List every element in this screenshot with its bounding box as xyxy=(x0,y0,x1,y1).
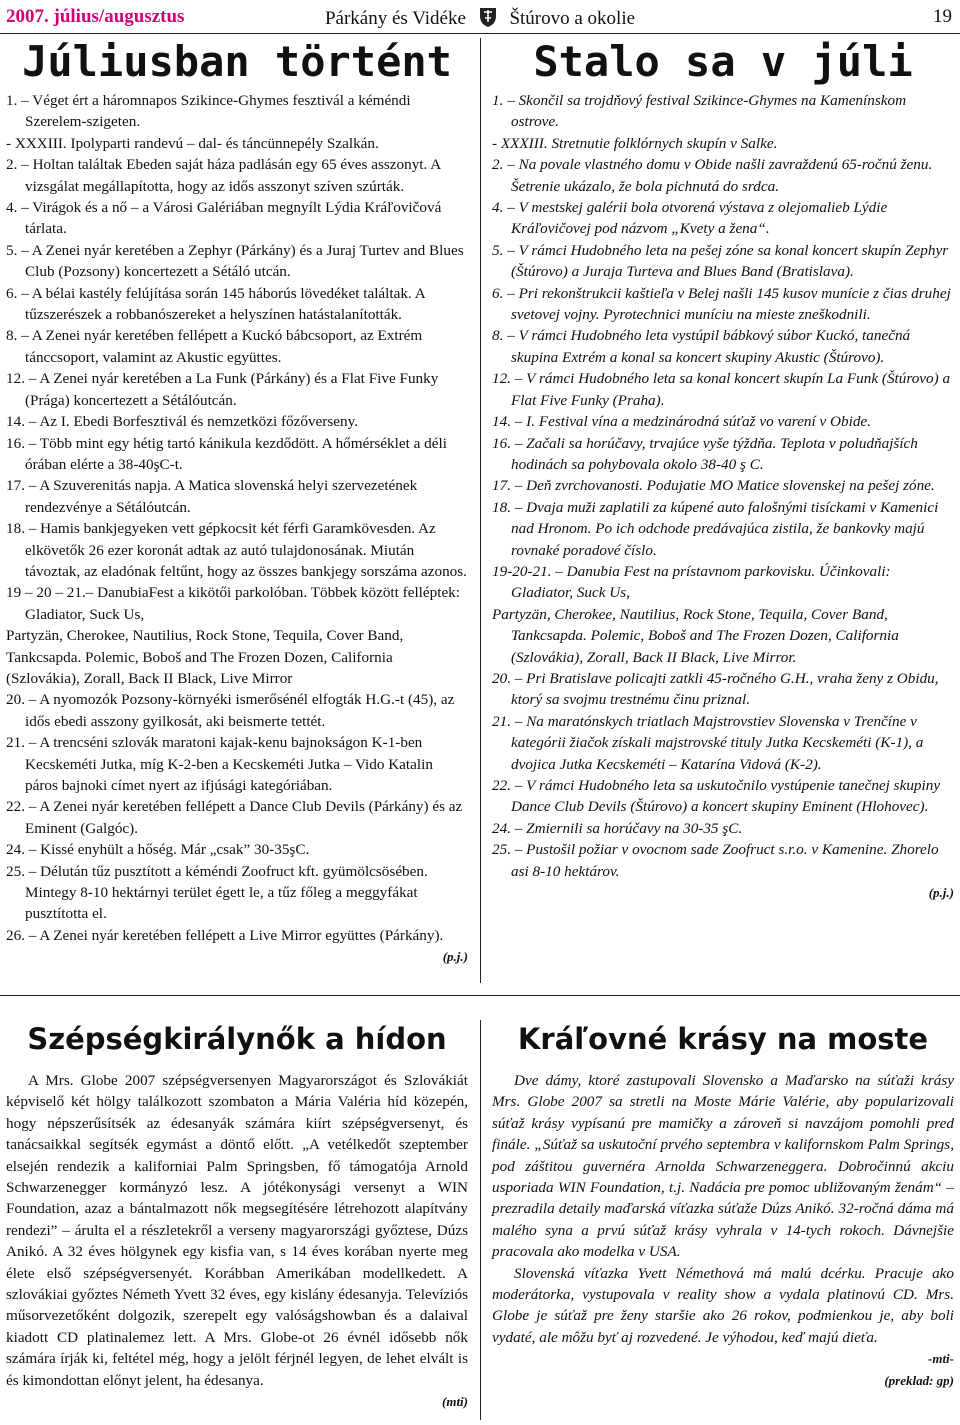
list-item: 12. – V rámci Hudobného leta sa konal koncert skupín La Funk (Štúrovo) a Flat Five Funky (Praha). xyxy=(492,370,951,409)
sk-signature: (p.j.) xyxy=(928,885,954,901)
header-rule xyxy=(0,33,960,34)
list-item: 22. – V rámci Hudobného leta sa uskutočnilo vystúpenie tanečnej skupiny Dance Club Devils (Štúrovo) a koncert skupiny Eminent (Hlohovec). xyxy=(492,777,941,816)
list-item: 1. – Skončil sa trojdňový festival Szikince-Ghymes na Kamenínskom ostrove. xyxy=(492,92,907,131)
column-divider xyxy=(480,38,481,983)
list-item: Partyzän, Cherokee, Nautilius, Rock Stone, Tequila, Cover Band, Tankcsapda. Polemic, Boboš and The Frozen Dozen, California (Szlovákia), Zorall, Back II Black, Live Mirror. xyxy=(492,605,899,666)
list-item: 4. – Virágok és a nő – a Városi Galériában megnyílt Lýdia Kráľovičová tárlata. xyxy=(6,199,442,238)
list-item: 6. – A bélai kastély felújítása során 145 háborús lövedéket találtak. A tűzszerészek a robbanószereket a helyszínen hatástalanították. xyxy=(6,284,425,324)
list-item: 16. – Začali sa horúčavy, trvajúce vyše týždňa. Teplota v poludňajších hodinách sa pohybovala okolo 38-40 ş C. xyxy=(492,434,918,473)
sk-beauty-signature-1: -mti- xyxy=(928,1351,954,1367)
hu-beauty-article xyxy=(6,1022,468,1413)
list-item: 21. – A trencséni szlovák maratoni kajak-kenu bajnokságon K-1-ben Kecskeméti Jutka, míg K-2-ben a Kecskeméti Jutka – Vido Katalin páros bajnoki címet nyert az ifjúsági kategóriában. xyxy=(6,734,433,794)
masthead-hu: Párkány és Vidéke xyxy=(324,8,466,29)
list-item: - XXXIII. Stretnutie folklórnych skupín v Salke. xyxy=(492,134,778,152)
list-item: 17. – A Szuverenitás napja. A Matica slovenská helyi szervezetének rendezvénye a Sétálóutcán. xyxy=(6,477,418,516)
hu-beauty-signature: (mti) xyxy=(442,1394,468,1410)
list-item: 14. – I. Festival vína a medzinárodná súťaž vo varení v Obide. xyxy=(492,413,871,431)
list-item: 17. – Deň zvrchovanosti. Podujatie MO Matice slovenskej na pešej zóne. xyxy=(492,477,935,495)
issue-date: 2007. július/augusztus xyxy=(6,6,185,27)
list-item: 4. – V mestskej galérii bola otvorená výstava z olejomalieb Lýdie Kráľovičovej pod názvom „Kvety a žena“. xyxy=(492,199,888,238)
sk-article-title: Stalo sa v júli xyxy=(533,37,913,86)
hu-signature: (p.j.) xyxy=(442,949,468,965)
list-item: 21. – Na maratónskych triatlach Majstrovstiev Slovenska v Trenčíne v kategórii žiačok získali majstrovské tituly Jutka Kecskeméti (K-1), a dvojica Jutka Kecskeméti – Katarína Vidová (K-2). xyxy=(492,712,924,773)
hu-article-title: Júliusban történt xyxy=(22,37,452,86)
list-item: 2. – Holtan találtak Ebeden saját háza padlásán egy 65 éves asszonyt. A vizsgálat megállapította, hogy az idős asszonyt szíven szúrták. xyxy=(6,156,441,195)
list-item: 19-20-21. – Danubia Fest na prístavnom parkovisku. Účinkovali: Gladiator, Suck Us, xyxy=(492,562,891,602)
list-item: 14. – Az I. Ebedi Borfesztivál és nemzetközi főzőverseny. xyxy=(6,413,359,431)
list-item: 5. – V rámci Hudobného leta na pešej zóne sa konal koncert skupín Zephyr (Štúrovo) a Juraja Turteva and Blues Band (Bratislava). xyxy=(492,241,949,281)
list-item: 8. – A Zenei nyár keretében fellépett a Kuckó bábcsoport, az Extrém tánccsoport, valamint az Akustic együttes. xyxy=(6,327,423,366)
list-item: 25. – Pustošil požiar v ovocnom sade Zoofruct s.r.o. v Kamenine. Zhorelo asi 8-10 hektárov. xyxy=(492,841,939,880)
sk-beauty-text-2: Slovenská víťazka Yvett Némethová má malú dcérku. Pracuje ako moderátorka, vystupovala v reality show a vydala platinovú CD. Mrs. Globe je súťaž pre ženy staršie ako 26 rokov, podmienkou je, aby boli vydaté, ale môžu byť aj rozvedené. Je výhodou, keď majú dieťa. xyxy=(492,1264,954,1346)
list-item: 16. – Több mint egy hétig tartó kánikula kezdődött. A hőmérséklet a déli órában elérte a 38-40şC-t. xyxy=(6,434,447,473)
list-item: 2. – Na povale vlastného domu v Obide našli zavraždenú 65-ročnú ženu. Šetrenie ukázalo, že bola pichnutá do srdca. xyxy=(492,156,933,195)
page-header xyxy=(0,0,960,34)
list-item: - XXXIII. Ipolyparti randevú – dal- és táncünnepély Szalkán. xyxy=(6,134,379,152)
list-item: 19 – 20 – 21.– DanubiaFest a kikötői parkolóban. Többek között felléptek: Gladiator, Suck Us, xyxy=(6,584,460,623)
list-item: 24. – Zmiernili sa horúčavy na 30-35 şC. xyxy=(492,819,743,837)
masthead-sk: Štúrovo a okolie xyxy=(509,8,636,29)
sk-beauty-title: Kráľovné krásy na moste xyxy=(517,1022,929,1056)
list-item: 22. – A Zenei nyár keretében fellépett a Dance Club Devils (Párkány) és az Eminent (Galgóc). xyxy=(6,798,463,837)
column-divider-bottom xyxy=(480,1020,481,1420)
list-item: 20. – A nyomozók Pozsony-környéki ismerősénél elfogták H.G.-t (45), az idős ebedi asszony gyilkosát, aki beismerte tettét. xyxy=(6,691,455,730)
list-item: 6. – Pri rekonštrukcii kaštieľa v Belej našli 145 kusov munície z čias druhej svetovej vojny. Pyrotechnici muníciu na mieste zneškodnili. xyxy=(492,284,951,324)
section-separator xyxy=(0,995,960,996)
crest-icon xyxy=(477,6,499,28)
list-item: 1. – Véget ért a háromnapos Szikince-Ghymes fesztivál a kéméndi Szerelem-szigeten. xyxy=(6,92,411,131)
page-number: 19 xyxy=(933,6,952,27)
list-item: 5. – A Zenei nyár keretében a Zephyr (Párkány) és a Juraj Turtev and Blues Club (Pozsony) koncertezett a Sétáló utcán. xyxy=(6,241,464,281)
list-item: Partyzän, Cherokee, Nautilius, Rock Stone, Tequila, Cover Band, Tankcsapda. Polemic, Boboš and The Frozen Dozen, California (Szlovákia), Zorall, Back II Black, Live Mirror xyxy=(6,627,404,687)
list-item: 18. – Hamis bankjegyeken vett gépkocsit két férfi Garamkövesden. Az elkövetők 26 ezer koronát adtak az autó tulajdonosának. Miután távoztak, az eladónak feltűnt, hogy az összes bankjegy sorszáma azonos. xyxy=(6,520,467,580)
masthead xyxy=(0,6,960,30)
list-item: 25. – Délután tűz pusztított a kéméndi Zoofruct kft. gyümölcsösében. Mintegy 8-10 hektárnyi terület égett le, a tűz főleg a meggyfákat pusztította el. xyxy=(6,862,428,923)
list-item: 8. – V rámci Hudobného leta vystúpil bábkový súbor Kuckó, tanečná skupina Extrém a konal sa koncert skupiny Akustic (Štúrovo). xyxy=(492,327,911,366)
list-item: 24. – Kissé enyhült a hőség. Már „csak” 30-35şC. xyxy=(6,841,310,859)
list-item: 20. – Pri Bratislave policajti zatkli 45-ročného G.H., vraha ženy z Obidu, ktorý sa svojmu trestnému činu priznal. xyxy=(492,669,939,709)
sk-beauty-signature-2: (preklad: gp) xyxy=(884,1372,954,1388)
sk-article xyxy=(492,38,954,903)
sk-beauty-article xyxy=(492,1022,954,1391)
hu-beauty-text: A Mrs. Globe 2007 szépségversenyen Magyarországot és Szlovákiát képviselő két hölgy találkozott szombaton a Mária Valéria híd közepén, hogy népszerűsítsék az édesanyák számára kiírt szépségversenyt, és tanácsaikkal segítsék egymást a döntő előtt. „A vetélkedőt szeptember elsején rendezik a kaliforniai Palm Springsben, fő támogatója Arnold Schwarzenegger kormányzó lesz. A jótékonysági versenyt a WIN Foundation, azaz a bántalmazott nők megsegítésére létrehozott alapítvány rendezi” – árulta el a részletekről a verseny magyarországi győztese, Dúzs Anikó. A 32 éves hölgynek egy kisfia van, s 14 éves korában nyerte meg élete első szépségversenyét. Korábban Amerikában modellkedett. A szlovákiai győztes Németh Yvett 32 éves, egy kislány édesanyja. Televíziós műsorvezetőként dolgozik, szerepelt egy valóságshowban és a dalaival kiadott CD platinalemez lett. A Mrs. Globe-ot 26 évnél idősebb nők számára írják ki, feltétel még, hogy a jelölt férjnél legyen, de lehet elvált is és kimondottan előnyt jelent, ha édesanya. xyxy=(6,1072,468,1389)
list-item: 12. – A Zenei nyár keretében a La Funk (Párkány) és a Flat Five Funky (Prága) koncertezett a Sétálóutcán. xyxy=(6,370,439,409)
hu-beauty-title: Szépségkirálynők a hídon xyxy=(27,1022,447,1056)
hu-article xyxy=(6,38,468,968)
list-item: 26. – A Zenei nyár keretében fellépett a Live Mirror együttes (Párkány). xyxy=(6,926,444,944)
sk-beauty-text-1: Dve dámy, ktoré zastupovali Slovensko a Maďarsko na súťaži krásy Mrs. Globe 2007 sa stretli na Moste Márie Valérie, aby popularizovali súťaž krásy vypísanú pre mamičky a zároveň si navzájom pomohli pred finále. „Súťaž sa uskutoční prvého septembra v kalifornskom Palm Springs, pod záštitou guvernéra Arnolda Schwarzeneggera. Dobročinnú akciu usporiada WIN Foundation, t.j. Nadácia pre pomoc ubližovaným ženám“ – prezradila detaily maďarská víťazka súťaže Dúzs Anikó. 32-ročná dáma má malého syna a prvú súťaž krásy vyhrala v 14-tych rokoch. Dávnejšie pracovala ako modelka v USA. xyxy=(492,1072,954,1261)
list-item: 18. – Dvaja muži zaplatili za kúpené auto falošnými tisíckami v Kamenici nad Hronom. Po ich odchode predávajúca zistila, že bankovky majú rovnaké poradové číslo. xyxy=(492,498,939,559)
